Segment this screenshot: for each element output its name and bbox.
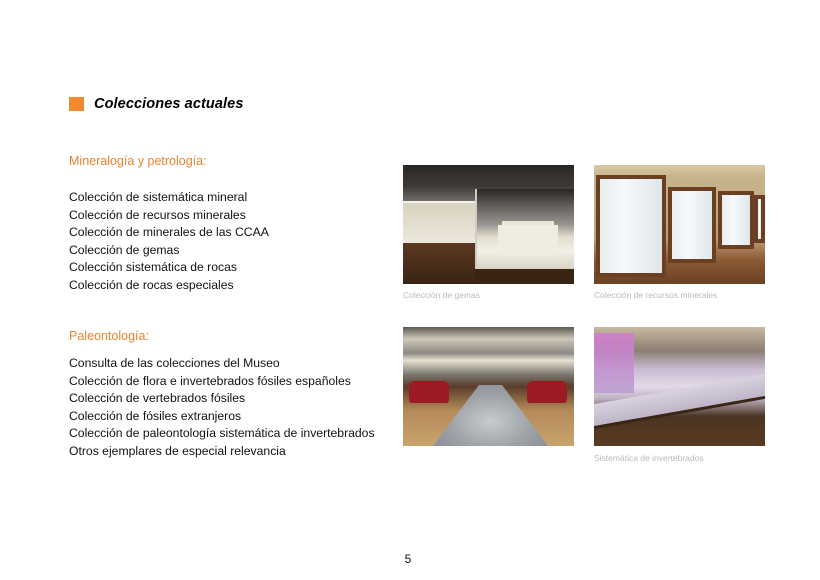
lit-display-case — [594, 333, 634, 393]
collection-list — [69, 189, 269, 294]
photo-gems-collection — [403, 165, 574, 284]
section-marker-square-icon — [69, 97, 84, 111]
list-item: Consulta de las colecciones del Museo — [69, 356, 280, 370]
list-item: Colección de recursos minerales — [69, 207, 246, 222]
list-item: Colección de gemas — [69, 242, 180, 257]
list-item: Colección de paleontología sistemática de invertebrados — [69, 426, 375, 440]
photo-caption: Colección de gemas — [403, 290, 481, 300]
photo-paleontology-hall — [403, 327, 574, 446]
group-mineralogia — [69, 154, 269, 294]
display-case — [403, 201, 475, 243]
page-number: 5 — [404, 552, 412, 566]
display-case — [596, 175, 666, 277]
group-paleontologia — [69, 329, 375, 460]
section-title: Colecciones actuales — [94, 96, 244, 112]
photo-mineral-resources — [594, 165, 765, 284]
wooden-cabinet — [403, 243, 475, 284]
list-item: Colección de fósiles extranjeros — [69, 408, 242, 423]
red-sofa — [527, 381, 567, 403]
display-case — [718, 191, 754, 249]
collection-list — [69, 355, 375, 460]
list-item: Colección de rocas especiales — [69, 277, 234, 292]
list-item: Colección de sistemática mineral — [69, 190, 248, 204]
red-sofa — [409, 381, 449, 403]
photo-caption: Sistemática de invertebrados — [594, 453, 704, 463]
photo-caption: Colección de recursos minerales — [594, 290, 718, 300]
display-case — [754, 195, 765, 243]
list-item: Otros ejemplares de especial relevancia — [69, 443, 286, 458]
photo-invertebrates — [594, 327, 765, 446]
list-item: Colección de vertebrados fósiles — [69, 391, 246, 405]
group-heading: Paleontología: — [69, 329, 149, 343]
group-heading: Mineralogía y petrología: — [69, 154, 207, 168]
display-case — [668, 187, 716, 263]
section-header — [69, 96, 244, 112]
list-item: Colección sistemática de rocas — [69, 260, 237, 274]
wooden-cabinet — [475, 269, 574, 284]
list-item: Colección de flora e invertebrados fósiles españoles — [69, 373, 351, 388]
gem-stand — [498, 225, 558, 255]
list-item: Colección de minerales de las CCAA — [69, 225, 269, 239]
